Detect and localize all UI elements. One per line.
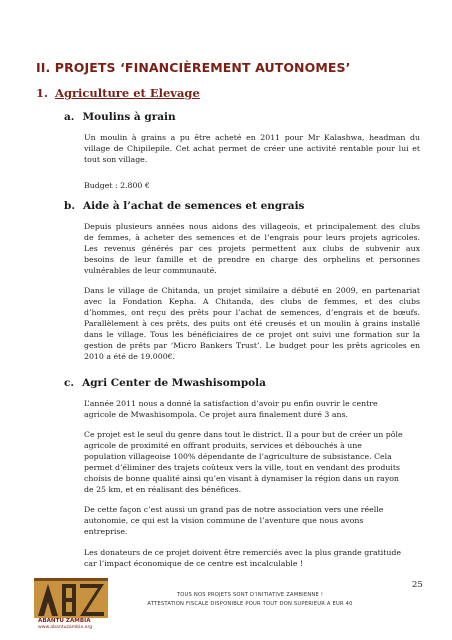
abantu-zambia-logo [34,578,108,632]
text-line: agricole de Mwashisompola. Ce projet aura finalement duré 3 ans. [84,410,348,419]
text-line: population villageoise 100% dépendante de l’agriculture de subsistance. Cela [84,452,392,461]
text-line: d’hommes, ont reçu des prêts pour l’achat de semences, d’engrais et de bœufs. [84,308,420,317]
paragraph [84,285,420,362]
logo-brand: ABANTU ZAMBIA [38,618,91,624]
text-line: de 25 km, et en réalisant des bénéfices. [84,485,242,494]
text-line: avec la Fondation Kepha. A Chitanda, des clubs de femmes, et des clubs [84,297,420,306]
text-line: village de Chipilepile. Cet achat permet de créer une activité rentable pour lui et [84,144,420,153]
text-line: Parallèlement à ces prêts, des puits ont été creusés et un moulin à grains installé [84,319,420,328]
item-title: Agri Center de Mwashisompola [82,377,266,389]
text-line: car l’impact économique de ce centre est incalculable ! [84,559,304,568]
text-line: choisis de bonne qualité ainsi qu’en visant à dynamiser la région dans un rayon [84,474,399,483]
footer [120,591,380,609]
item-label: a. [64,111,75,123]
item-title: Moulins à grain [82,111,176,123]
item-title: Aide à l’achat de semences et engrais [83,200,305,212]
text-line: Les donateurs de ce projet doivent être remerciés avec la plus grande gratitude [84,548,401,557]
text-line: autonomie, ce qui est la vision commune de l’aventure que nous avons [84,516,364,525]
item-label: b. [64,200,75,212]
paragraph [84,221,420,276]
item-heading-a [64,111,176,123]
text-line: L’année 2011 nous a donné la satisfaction d’avoir pu enfin ouvrir le centre [84,399,378,408]
logo-url: www.abantuzambia.org [38,625,93,630]
section-title: II. PROJETS ‘FINANCIÈREMENT AUTONOMES’ [36,60,351,75]
footer-line: ATTESTATION FISCALE DISPONIBLE POUR TOUT DON SUPERIEUR A EUR 40 [147,601,353,607]
subsection-heading [36,86,200,100]
subsection-title: Agriculture et Elevage [55,86,200,100]
text-line: De cette façon c’est aussi un grand pas de notre association vers une réelle [84,505,384,514]
footer-line: TOUS NOS PROJETS SONT D’INITIATIVE ZAMBIENNE ! [176,592,324,598]
text-line: tout son village. [84,155,148,164]
text-line: gestion de prêts par ‘Micro Bankers Trust’. Le budget pour les prêts agricoles en [84,341,420,350]
text-line: 2010 a été de 19.000€. [84,352,176,361]
paragraph [84,504,420,537]
text-line: Ce projet est le seul du genre dans tout le district. Il a pour but de créer un pôle [84,430,403,439]
paragraph [84,398,420,420]
subsection-number: 1. [36,86,49,100]
text-line: de femmes, à acheter des semences et de l’engrais pour leurs projets agricoles. [84,233,420,242]
paragraph [84,132,420,165]
text-line: Budget : 2.800 € [84,181,150,190]
page-number: 25 [412,580,423,590]
item-heading-b [64,200,304,212]
text-line: entreprise. [84,527,128,536]
text-line: dans le village. Tous les bénéficiaires de ce projet ont suivi une formation sur la [84,330,420,339]
text-line: Depuis plusieurs années nous aidons des villageois, et principalement des clubs [84,222,420,231]
text-line: vulnérables de leur communauté. [84,266,217,275]
text-line: permet d’éliminer des trajets coûteux vers la ville, tout en vendant des produits [84,463,401,472]
item-label: c. [64,377,75,389]
text-line: Dans le village de Chitanda, un projet similaire a débuté en 2009, en partenariat [84,286,420,295]
text-line: agricole de proximité en offrant produits, services et débouchés à une [84,441,362,450]
item-heading-c [64,377,266,389]
paragraph [84,547,420,569]
logo-graphic-icon [34,578,108,618]
text-line: Les revenus générés par ces projets permettent aux clubs de subvenir aux [84,244,420,253]
text-line: Un moulin à grains a pu être acheté en 2011 pour Mr Kalashwa, headman du [84,133,420,142]
budget-line [84,180,420,191]
text-line: besoins de leur famille et de prendre en charge des orphelins et personnes [84,255,420,264]
paragraph [84,429,420,495]
